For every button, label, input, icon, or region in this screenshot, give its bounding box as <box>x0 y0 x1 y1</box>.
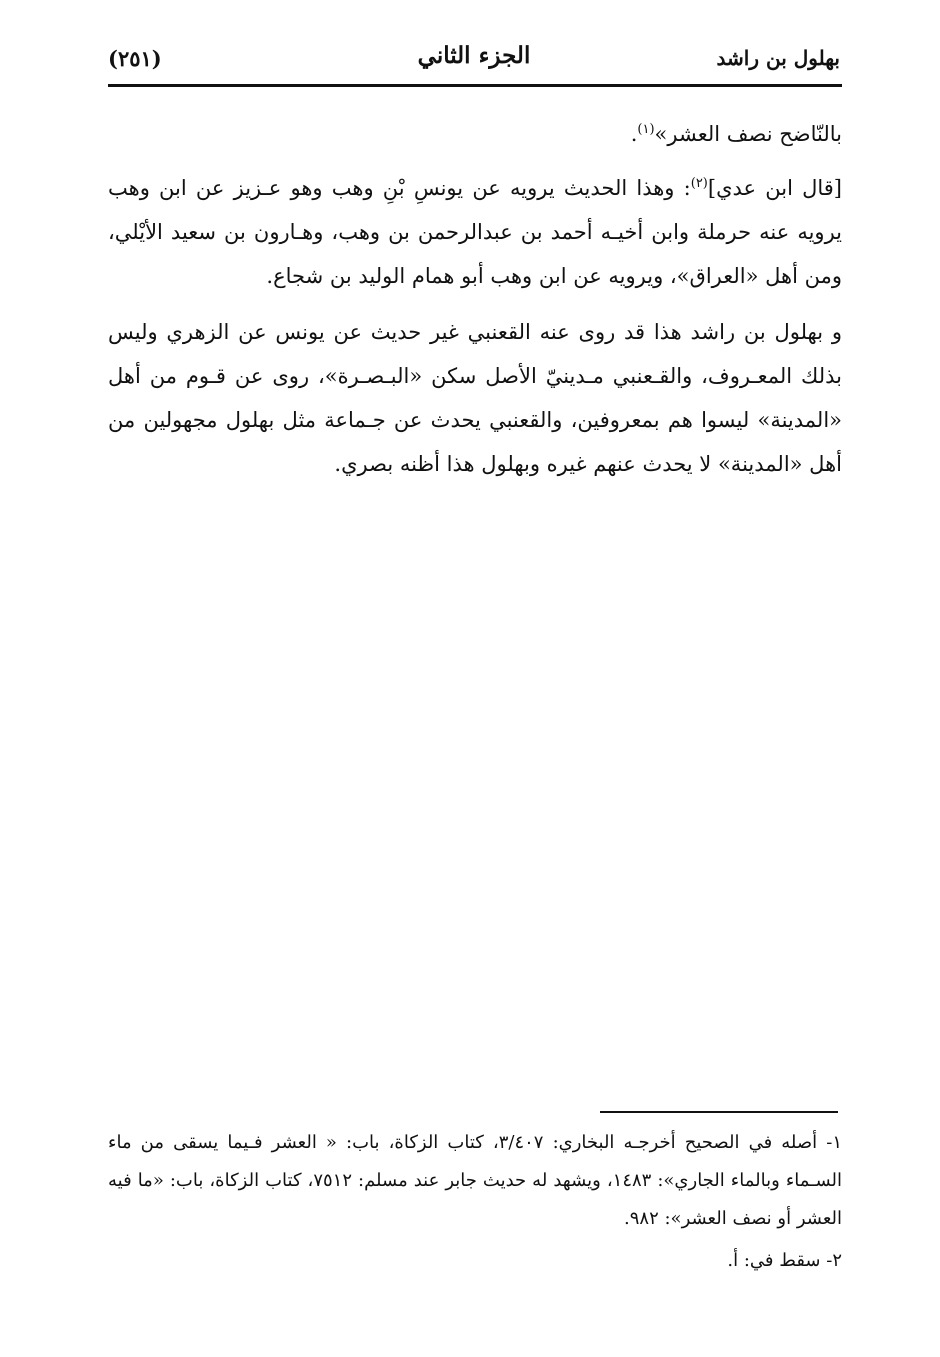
paragraph-1-text: بالنّاضح نصف العشر» <box>654 122 842 146</box>
volume-title: الجزء الثاني <box>417 42 531 69</box>
paragraph-1-end: . <box>630 122 638 146</box>
paragraph-2-text: : وهذا الحديث يرويه عن يونسِ بْنِ وهب وهو عـزيز عن ابن وهب يرويه عنه حرملة وابن أخيـه أحمد بن عبدالرحمن بن وهب، وهـارون بن سعيد الأيْلي، ومن أهل «العراق»، ويرويه عن ابن وهب أبو همام الوليد بن شجاع. <box>108 176 842 288</box>
page-number: (٢٥١) <box>108 46 162 71</box>
footnote-1: ١- أصله في الصحيح أخرجـه البخاري: ٣/٤٠٧، كتاب الزكاة، باب: « العشر فـيما يسقى من ماء السـماء وبالماء الجاري»: ١٤٨٣، ويشهد له حديث جابر عند مسلم: ٧٥١٢، كتاب الزكاة، باب: «ما فيه العشر أو نصف العشر»: ٩٨٢. <box>108 1132 843 1229</box>
paragraph-2-open: [قال ابن عدي] <box>707 176 843 200</box>
book-title: بهلول بن راشد <box>716 46 840 70</box>
footnote-divider <box>600 1111 838 1113</box>
running-header <box>108 40 840 84</box>
main-text <box>108 112 842 498</box>
footnote-2: ٢- سقط في: أ. <box>727 1250 842 1271</box>
paragraph-3: و بهلول بن راشد هذا قد روى عنه القعنبي غير حديث عن يونس عن الزهري وليس بذلك المعـروف، والقـعنبي مـدينيّ الأصل سكن «البـصـرة»، روى عن قـوم من أهل «المدينة» ليسوا هم بمعروفين، والقعنبي يحدث عن جـماعة مثل بهلول مجهولين من أهل «المدينة» لا يحدث عنهم غيره وبهلول هذا أظنه بصري. <box>108 320 842 476</box>
header-divider <box>108 84 842 87</box>
paragraph-2 <box>108 166 842 298</box>
footnote-ref-1: (١) <box>637 122 655 137</box>
paragraph-1 <box>108 112 842 156</box>
footnote-ref-2: (٢) <box>690 176 708 191</box>
footnotes <box>108 1124 842 1284</box>
